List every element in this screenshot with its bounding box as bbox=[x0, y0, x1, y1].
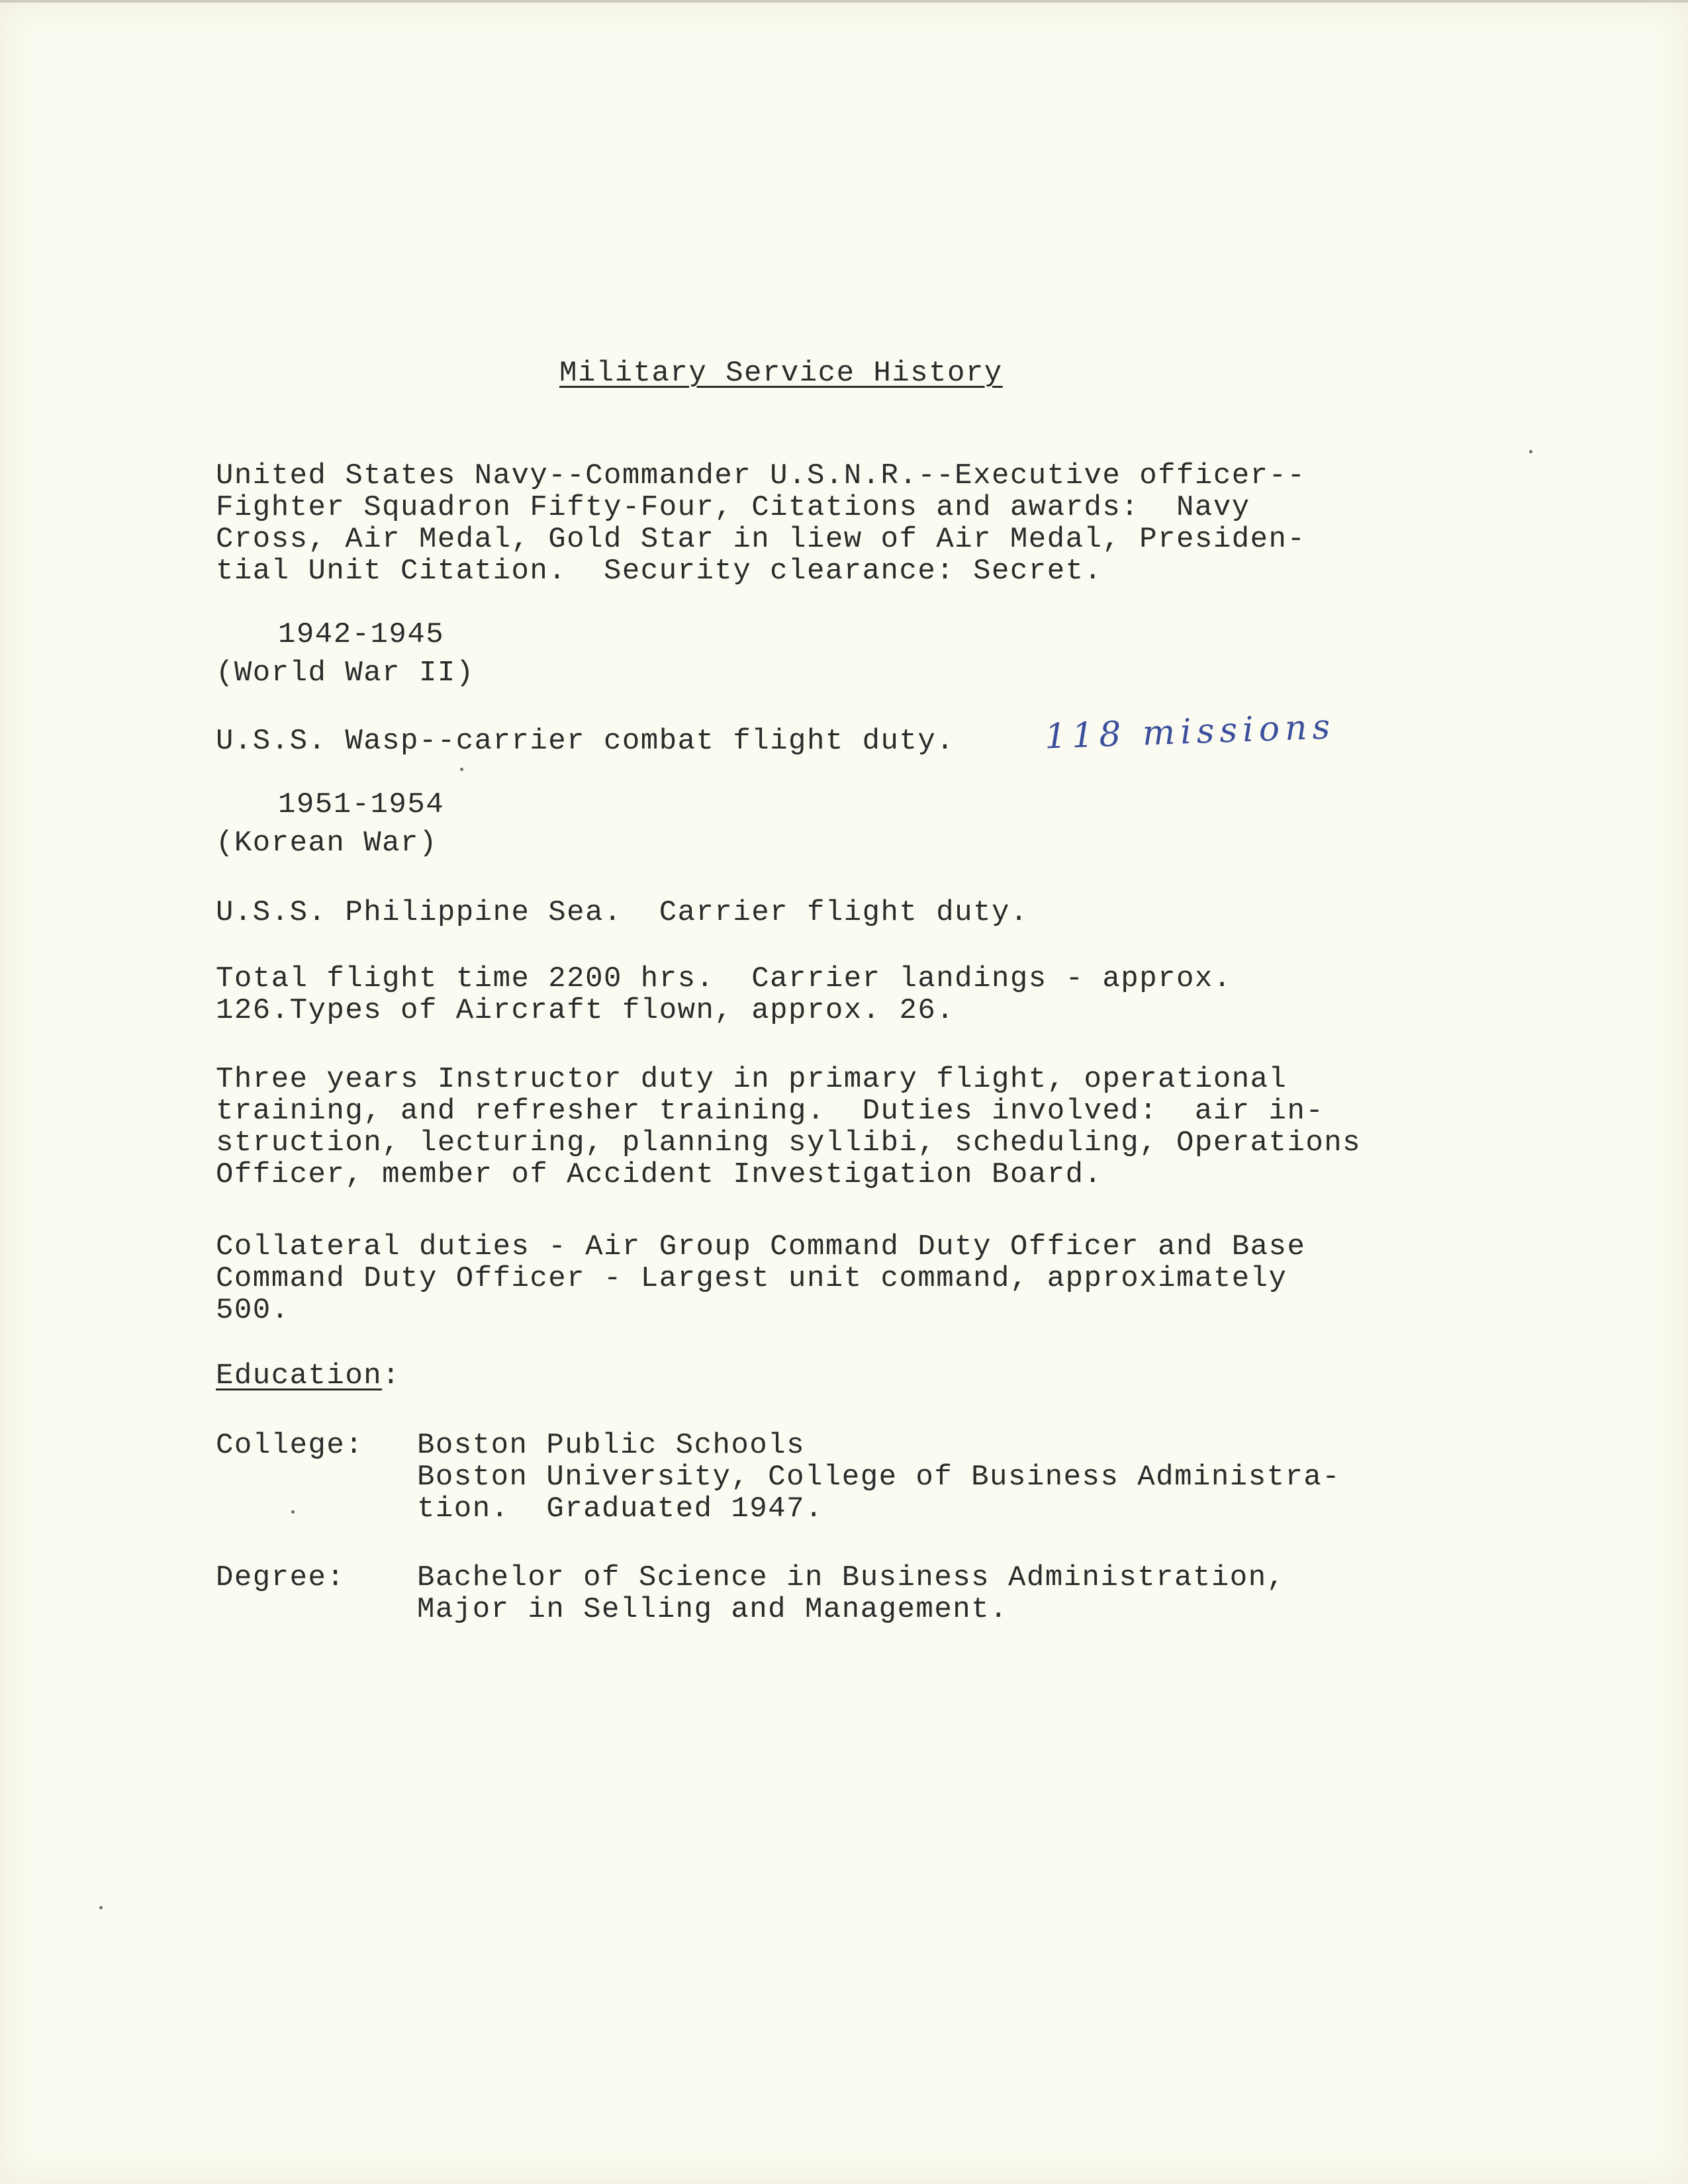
period-1-years: 1942-1945 bbox=[278, 618, 445, 651]
period-2-war: (Korean War) bbox=[216, 827, 438, 860]
instructor-duty-paragraph: Three years Instructor duty in primary flight, operational training, and refresher training. Duties involved: air in- struction, lecturing, planning syllibi, scheduling, Operations Officer, member of Accident Investigation Board. bbox=[216, 1063, 1362, 1191]
scan-edge-line bbox=[0, 0, 1688, 3]
handwritten-note: 118 missions bbox=[1044, 707, 1336, 757]
flight-stats-paragraph: Total flight time 2200 hrs. Carrier landings - approx. 126.Types of Aircraft flown, approx. 26. bbox=[216, 962, 1232, 1027]
service-summary-paragraph: United States Navy--Commander U.S.N.R.--Executive officer-- Fighter Squadron Fifty-Four, Citations and awards: Navy Cross, Air Medal, Gold Star in liew of Air Medal, Presiden- tial Unit Citation. Security clearance: Secret. bbox=[216, 459, 1306, 588]
period-2-years: 1951-1954 bbox=[278, 788, 445, 821]
education-heading-text: Education bbox=[216, 1359, 383, 1392]
period-2-duty: U.S.S. Philippine Sea. Carrier flight duty. bbox=[216, 896, 1029, 929]
page-title: Military Service History bbox=[559, 357, 1003, 390]
paper-speck bbox=[99, 1906, 103, 1909]
period-1-duty: U.S.S. Wasp--carrier combat flight duty. bbox=[216, 725, 955, 758]
period-1-war: (World War II) bbox=[216, 657, 475, 690]
college-value: Boston Public Schools Boston University, College of Business Administra- tion. Graduated 1947. bbox=[417, 1429, 1341, 1525]
degree-label: Degree: bbox=[216, 1561, 346, 1594]
education-heading bbox=[216, 1360, 400, 1392]
degree-value: Bachelor of Science in Business Administration, Major in Selling and Management. bbox=[417, 1561, 1286, 1626]
college-label: College: bbox=[216, 1429, 364, 1462]
collateral-duties-paragraph: Collateral duties - Air Group Command Duty Officer and Base Command Duty Officer - Largest unit command, approximately 500. bbox=[216, 1230, 1306, 1327]
paper-speck bbox=[1529, 450, 1532, 453]
education-heading-colon: : bbox=[382, 1359, 401, 1392]
paper-speck bbox=[291, 1510, 295, 1514]
paper-speck bbox=[460, 768, 463, 771]
